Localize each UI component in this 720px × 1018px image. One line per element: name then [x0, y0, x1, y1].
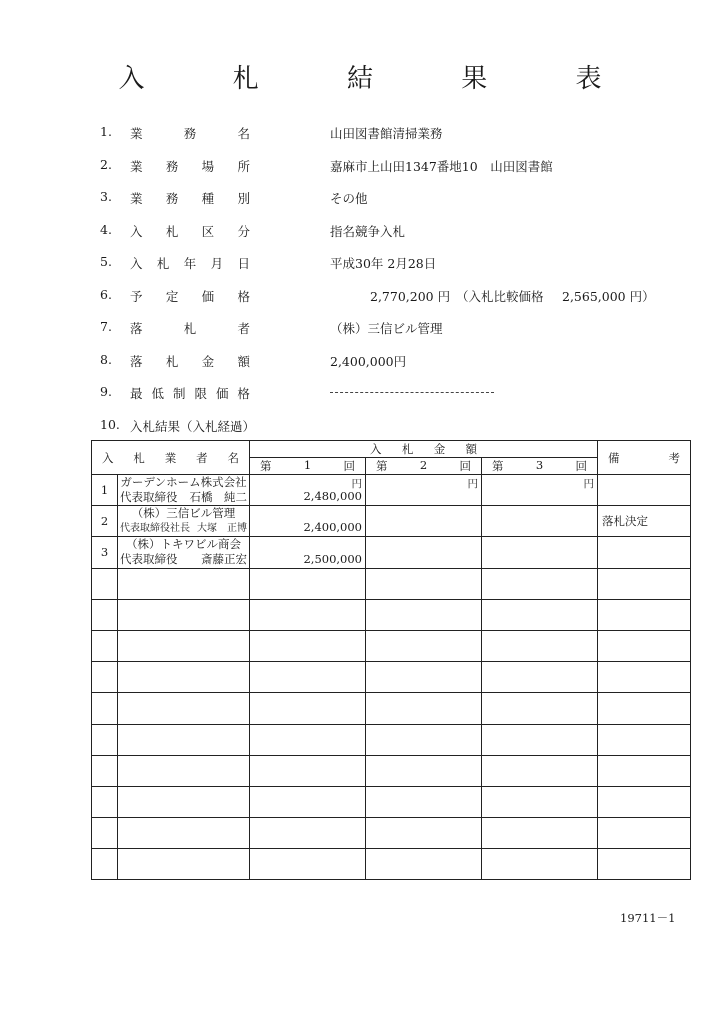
item-value: 嘉麻市上山田1347番地10 山田図書館 — [330, 158, 553, 174]
header-char: 3 — [535, 458, 544, 472]
label-char: 金 — [201, 353, 215, 369]
item-label: 入札結果（入札経過） — [130, 418, 256, 434]
empty-row — [92, 568, 691, 599]
empty-cell — [598, 630, 691, 661]
item-list — [100, 124, 700, 449]
bid-result-table — [91, 440, 691, 880]
empty-cell — [250, 662, 366, 693]
label-char: 札 — [165, 353, 179, 369]
item-label — [130, 352, 250, 370]
empty-cell — [598, 849, 691, 880]
label-char: 務 — [183, 126, 197, 141]
representative — [120, 552, 247, 567]
item-row — [100, 189, 700, 222]
item-number: 4. — [100, 221, 112, 237]
empty-cell — [92, 568, 118, 599]
empty-row — [92, 849, 691, 880]
bid-amount-round-2 — [366, 506, 482, 537]
empty-cell — [92, 724, 118, 755]
item-row — [100, 157, 700, 190]
empty-cell — [366, 724, 482, 755]
header-char: 札 — [401, 442, 414, 456]
empty-row — [92, 599, 691, 630]
empty-cell — [482, 786, 598, 817]
empty-value-line — [330, 392, 494, 393]
label-char: 業 — [130, 191, 143, 206]
label-char: 月 — [210, 256, 224, 271]
header-char: 名 — [227, 450, 239, 465]
item-row — [100, 384, 700, 417]
item-number: 3. — [100, 189, 112, 204]
compare-price-label: （入札比較価格 — [456, 288, 544, 304]
bid-value: 2,480,000 — [303, 489, 362, 504]
empty-cell — [118, 786, 250, 817]
empty-cell — [92, 662, 118, 693]
header-char: 第 — [376, 459, 388, 473]
item-label — [130, 384, 250, 402]
empty-cell — [92, 630, 118, 661]
empty-cell — [366, 786, 482, 817]
label-char: 落 — [130, 353, 143, 369]
document-number: 19711－1 — [620, 911, 676, 925]
empty-cell — [482, 818, 598, 849]
header-text — [598, 450, 690, 466]
item-value: （株）三信ビル管理 — [330, 321, 443, 336]
header-char: 第 — [260, 459, 272, 473]
empty-cell — [118, 599, 250, 630]
empty-cell — [598, 755, 691, 786]
label-char: 年 — [183, 256, 197, 271]
empty-cell — [482, 599, 598, 630]
label-char: 業 — [130, 158, 143, 174]
item-label — [130, 254, 250, 272]
label-char: 低 — [151, 386, 164, 401]
empty-row — [92, 693, 691, 724]
item-label — [130, 287, 250, 305]
company-name: （株）三信ビル管理 — [131, 506, 236, 521]
item-number: 2. — [100, 156, 112, 172]
empty-cell — [92, 818, 118, 849]
empty-cell — [92, 849, 118, 880]
label-char: 落 — [130, 321, 143, 336]
empty-cell — [482, 693, 598, 724]
empty-cell — [598, 724, 691, 755]
label-char: 格 — [237, 386, 250, 401]
header-text — [250, 441, 597, 457]
rep-title: 代表取締役 — [120, 490, 178, 505]
bid-value: 2,400,000 — [303, 520, 362, 535]
empty-cell — [250, 599, 366, 630]
bid-amount-round-3 — [482, 506, 598, 537]
item-row — [100, 287, 700, 320]
empty-cell — [366, 599, 482, 630]
company-name: ガーデンホーム株式会社 — [120, 475, 247, 490]
empty-cell — [482, 724, 598, 755]
label-char: 分 — [237, 223, 250, 239]
empty-cell — [482, 849, 598, 880]
item-number: 10. — [100, 416, 120, 432]
empty-cell — [250, 568, 366, 599]
bid-amount-round-3 — [482, 475, 598, 506]
header-bidder — [92, 441, 250, 475]
header-char: 回 — [459, 459, 471, 473]
bid-amount-round-2 — [366, 537, 482, 568]
empty-cell — [366, 849, 482, 880]
row-index: 2 — [92, 506, 118, 537]
empty-cell — [482, 568, 598, 599]
header-char: 業 — [164, 450, 177, 465]
item-value: 2,400,000円 — [330, 353, 407, 369]
item-label — [130, 189, 250, 207]
rep-name: 石橋 純二 — [189, 490, 247, 505]
remark — [598, 537, 691, 568]
empty-row — [92, 630, 691, 661]
header-round-2 — [366, 458, 482, 475]
item-row — [100, 319, 700, 352]
header-char: 回 — [575, 459, 588, 473]
header-text — [366, 458, 481, 474]
empty-cell — [250, 786, 366, 817]
representative — [120, 521, 247, 536]
header-round-3 — [482, 458, 598, 475]
item-value: 山田図書館清掃業務 — [330, 126, 443, 141]
label-char: 制 — [172, 386, 186, 401]
label-char: 務 — [165, 191, 179, 206]
bid-amount-round-3 — [482, 537, 598, 568]
header-char: 金 — [433, 442, 446, 456]
label-char: 予 — [130, 288, 143, 304]
header-char: 入 — [370, 442, 382, 456]
empty-cell — [118, 755, 250, 786]
header-char: 1 — [303, 458, 312, 472]
label-char: 日 — [237, 256, 250, 271]
label-char: 務 — [165, 158, 179, 174]
item-number: 6. — [100, 286, 112, 302]
header-text — [92, 450, 249, 466]
empty-cell — [598, 693, 691, 724]
bid-amount-round-1 — [250, 475, 366, 506]
label-char: 所 — [237, 158, 250, 174]
empty-cell — [482, 662, 598, 693]
item-value: その他 — [330, 191, 368, 206]
rep-name: 斎藤正宏 — [201, 552, 247, 567]
empty-cell — [250, 630, 366, 661]
bidder-name — [118, 475, 250, 506]
empty-cell — [598, 662, 691, 693]
empty-cell — [250, 755, 366, 786]
empty-cell — [92, 786, 118, 817]
item-label — [130, 222, 250, 240]
label-char: 者 — [237, 321, 250, 336]
empty-cell — [118, 724, 250, 755]
yen-unit: 円 — [351, 478, 362, 490]
header-text — [250, 458, 365, 474]
empty-cell — [598, 818, 691, 849]
label-char: 札 — [156, 256, 170, 271]
label-char: 名 — [237, 126, 250, 141]
bidder-name — [118, 537, 250, 568]
rep-name: 大塚 正博 — [197, 523, 247, 535]
item-row — [100, 124, 700, 157]
rep-title: 代表取締役社長 — [120, 523, 190, 535]
empty-row — [92, 786, 691, 817]
empty-cell — [92, 599, 118, 630]
item-label — [130, 319, 250, 337]
rep-title: 代表取締役 — [120, 552, 178, 567]
empty-row — [92, 724, 691, 755]
empty-cell — [250, 724, 366, 755]
header-remark — [598, 441, 691, 475]
empty-cell — [118, 818, 250, 849]
empty-cell — [366, 630, 482, 661]
empty-row — [92, 818, 691, 849]
empty-cell — [366, 818, 482, 849]
label-char: 格 — [237, 288, 250, 304]
empty-cell — [366, 568, 482, 599]
empty-cell — [250, 849, 366, 880]
empty-cell — [92, 693, 118, 724]
compare-price-value: 2,565,000 円） — [562, 288, 655, 304]
empty-cell — [118, 568, 250, 599]
bid-amount-round-2 — [366, 475, 482, 506]
header-char: 2 — [419, 458, 428, 472]
label-char: 最 — [130, 386, 143, 401]
item-label — [130, 157, 250, 175]
label-char: 札 — [165, 223, 179, 239]
table-row — [92, 475, 691, 506]
header-char: 入 — [102, 450, 114, 465]
bidder-name — [118, 506, 250, 537]
label-char: 別 — [237, 191, 250, 206]
header-char: 第 — [492, 459, 504, 473]
bid-amount-round-1 — [250, 537, 366, 568]
label-char: 入 — [130, 256, 143, 271]
table-row — [92, 537, 691, 568]
item-row — [100, 352, 700, 385]
planned-price: 2,770,200 円 — [370, 288, 451, 304]
empty-cell — [118, 630, 250, 661]
page-title: 入 札 結 果 表 — [118, 64, 642, 94]
empty-cell — [250, 693, 366, 724]
empty-cell — [598, 786, 691, 817]
label-char: 場 — [201, 158, 215, 174]
item-row — [100, 254, 700, 287]
empty-cell — [92, 755, 118, 786]
empty-cell — [482, 630, 598, 661]
label-char: 額 — [237, 353, 250, 369]
label-char: 限 — [194, 386, 207, 401]
item-label — [130, 124, 250, 142]
label-char: 種 — [201, 191, 215, 206]
item-row — [100, 222, 700, 255]
label-char: 札 — [183, 321, 197, 336]
empty-cell — [366, 662, 482, 693]
empty-cell — [366, 693, 482, 724]
yen-unit: 円 — [467, 478, 478, 490]
item-number: 8. — [100, 351, 112, 367]
bid-amount-round-1 — [250, 506, 366, 537]
empty-cell — [250, 818, 366, 849]
item-number: 1. — [100, 124, 112, 139]
empty-cell — [482, 755, 598, 786]
empty-cell — [118, 693, 250, 724]
row-index: 3 — [92, 537, 118, 568]
table-row — [92, 506, 691, 537]
header-char: 者 — [196, 450, 208, 465]
bid-value: 2,500,000 — [303, 551, 362, 566]
header-char: 備 — [608, 450, 620, 465]
representative — [120, 490, 247, 505]
header-text — [482, 458, 597, 474]
item-number: 5. — [100, 254, 112, 269]
item-number: 7. — [100, 319, 112, 334]
label-char: 業 — [130, 126, 143, 141]
empty-cell — [366, 755, 482, 786]
label-char: 定 — [165, 288, 179, 304]
header-char: 額 — [465, 442, 478, 456]
label-char: 価 — [215, 386, 229, 401]
yen-unit: 円 — [583, 478, 595, 490]
header-char: 回 — [343, 459, 355, 473]
row-index: 1 — [92, 475, 118, 506]
header-amount — [250, 441, 598, 458]
header-char: 考 — [668, 450, 681, 465]
item-number: 9. — [100, 384, 112, 399]
empty-cell — [118, 662, 250, 693]
item-value: 指名競争入札 — [330, 223, 406, 239]
empty-row — [92, 755, 691, 786]
label-char: 入 — [130, 223, 143, 239]
label-char: 区 — [201, 223, 215, 239]
label-char: 価 — [201, 288, 215, 304]
header-row — [92, 441, 691, 458]
empty-cell — [598, 599, 691, 630]
remark — [598, 475, 691, 506]
empty-cell — [118, 849, 250, 880]
company-name: （株）トキワビル商会 — [126, 537, 241, 552]
item-value: 平成30年 2月28日 — [330, 256, 437, 271]
header-round-1 — [250, 458, 366, 475]
remark: 落札決定 — [598, 506, 691, 537]
empty-row — [92, 662, 691, 693]
header-char: 札 — [133, 450, 145, 465]
empty-cell — [598, 568, 691, 599]
